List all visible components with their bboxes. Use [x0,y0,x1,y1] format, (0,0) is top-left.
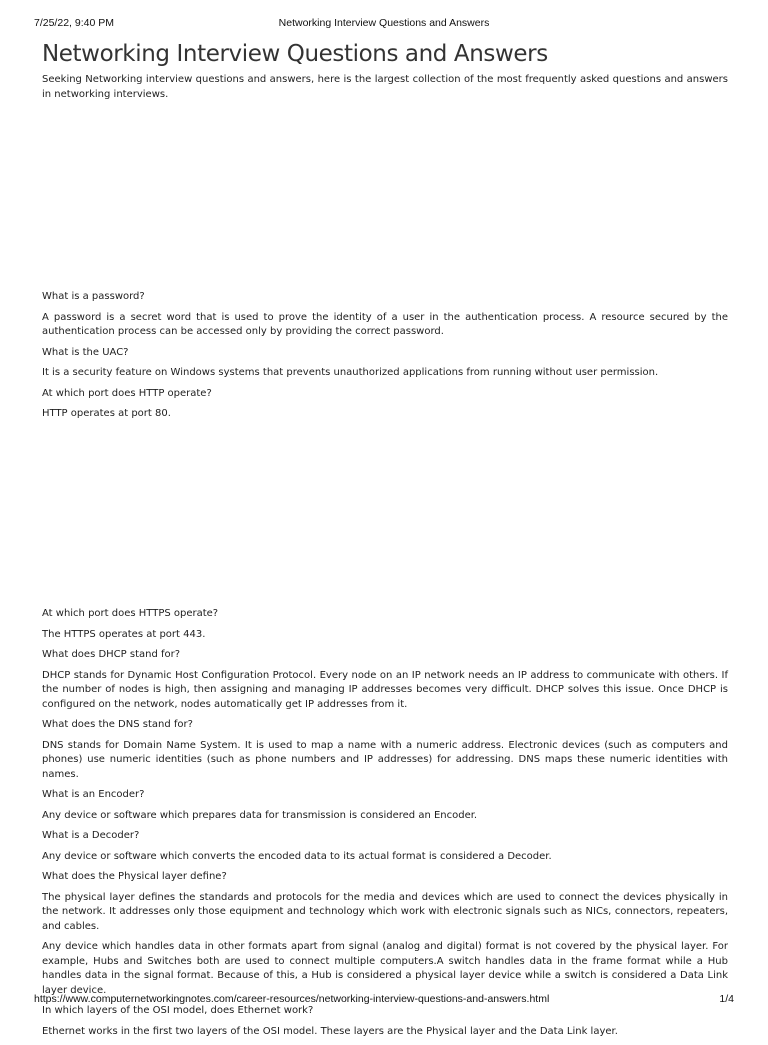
question: What does the Physical layer define? [42,871,227,882]
answer: DNS stands for Domain Name System. It is used to map a name with a numeric address. Electronic devices (such as computers and phones) use numeric identities (such as phone numbers and IP addresses) for addressing. DNS maps these numeric identities with names. [42,739,728,780]
answer: Any device which handles data in other formats apart from signal (analog and digital) format is not covered by the physical layer. For example, Hubs and Switches both are used to connect multiple computers.A switch handles data in the frame format while a Hub handles data in the signal format. Because of this, a Hub is considered a physical layer device while a switch is considered a Data Link layer device. [42,941,728,996]
answer: The HTTPS operates at port 443. [42,628,206,640]
answer: The physical layer defines the standards and protocols for the media and devices which are used to connect the devices physically in the network. It addresses only those equipment and technology which work with electronic signals such as NICs, connectors, repeaters, and cables. [42,891,728,932]
question: What is an Encoder? [42,789,145,800]
question: What is a Decoder? [42,830,140,841]
answer: DHCP stands for Dynamic Host Configuration Protocol. Every node on an IP network needs an IP address to communicate with others. If the number of nodes is high, then assigning and managing IP addresses becomes very difficult. DHCP solves this issue. Once DHCP is configured on the network, nodes automatically get IP addresses from it. [42,669,728,710]
print-header [34,17,734,31]
answer: Any device or software which prepares data for transmission is considered an Encoder. [42,809,478,821]
page-number: 1/4 [719,993,734,1005]
page-title: Networking Interview Questions and Answers [42,41,548,67]
print-url: https://www.computernetworkingnotes.com/career-resources/networking-interview-questions-and-answers.html [34,993,550,1005]
answer: HTTP operates at port 80. [42,408,171,419]
answer: Any device or software which converts the encoded data to its actual format is considered a Decoder. [42,850,552,862]
print-document-title: Networking Interview Questions and Answers [278,17,490,29]
question: What is the UAC? [42,346,129,358]
question: In which layers of the OSI model, does Ethernet work? [42,1005,314,1016]
answer: Ethernet works in the first two layers of the OSI model. These layers are the Physical layer and the Data Link layer. [42,1025,618,1037]
question: What does the DNS stand for? [42,719,193,730]
print-footer [34,993,734,1007]
qa-section-2 [42,607,728,1045]
answer: A password is a secret word that is used to prove the identity of a user in the authentication process. A resource secured by the authentication process can be accessed only by providing the correct password. [42,311,728,337]
question: What is a password? [42,291,145,302]
answer: It is a security feature on Windows systems that prevents unauthorized applications from running without user permission. [42,367,659,378]
print-date: 7/25/22, 9:40 PM [34,17,114,29]
intro-paragraph: Seeking Networking interview questions and answers, here is the largest collection of the most frequently asked questions and answers in networking interviews. [42,74,728,100]
qa-section-1 [42,290,728,428]
question: At which port does HTTPS operate? [42,608,219,619]
question: What does DHCP stand for? [42,649,181,660]
question: At which port does HTTP operate? [42,387,212,399]
